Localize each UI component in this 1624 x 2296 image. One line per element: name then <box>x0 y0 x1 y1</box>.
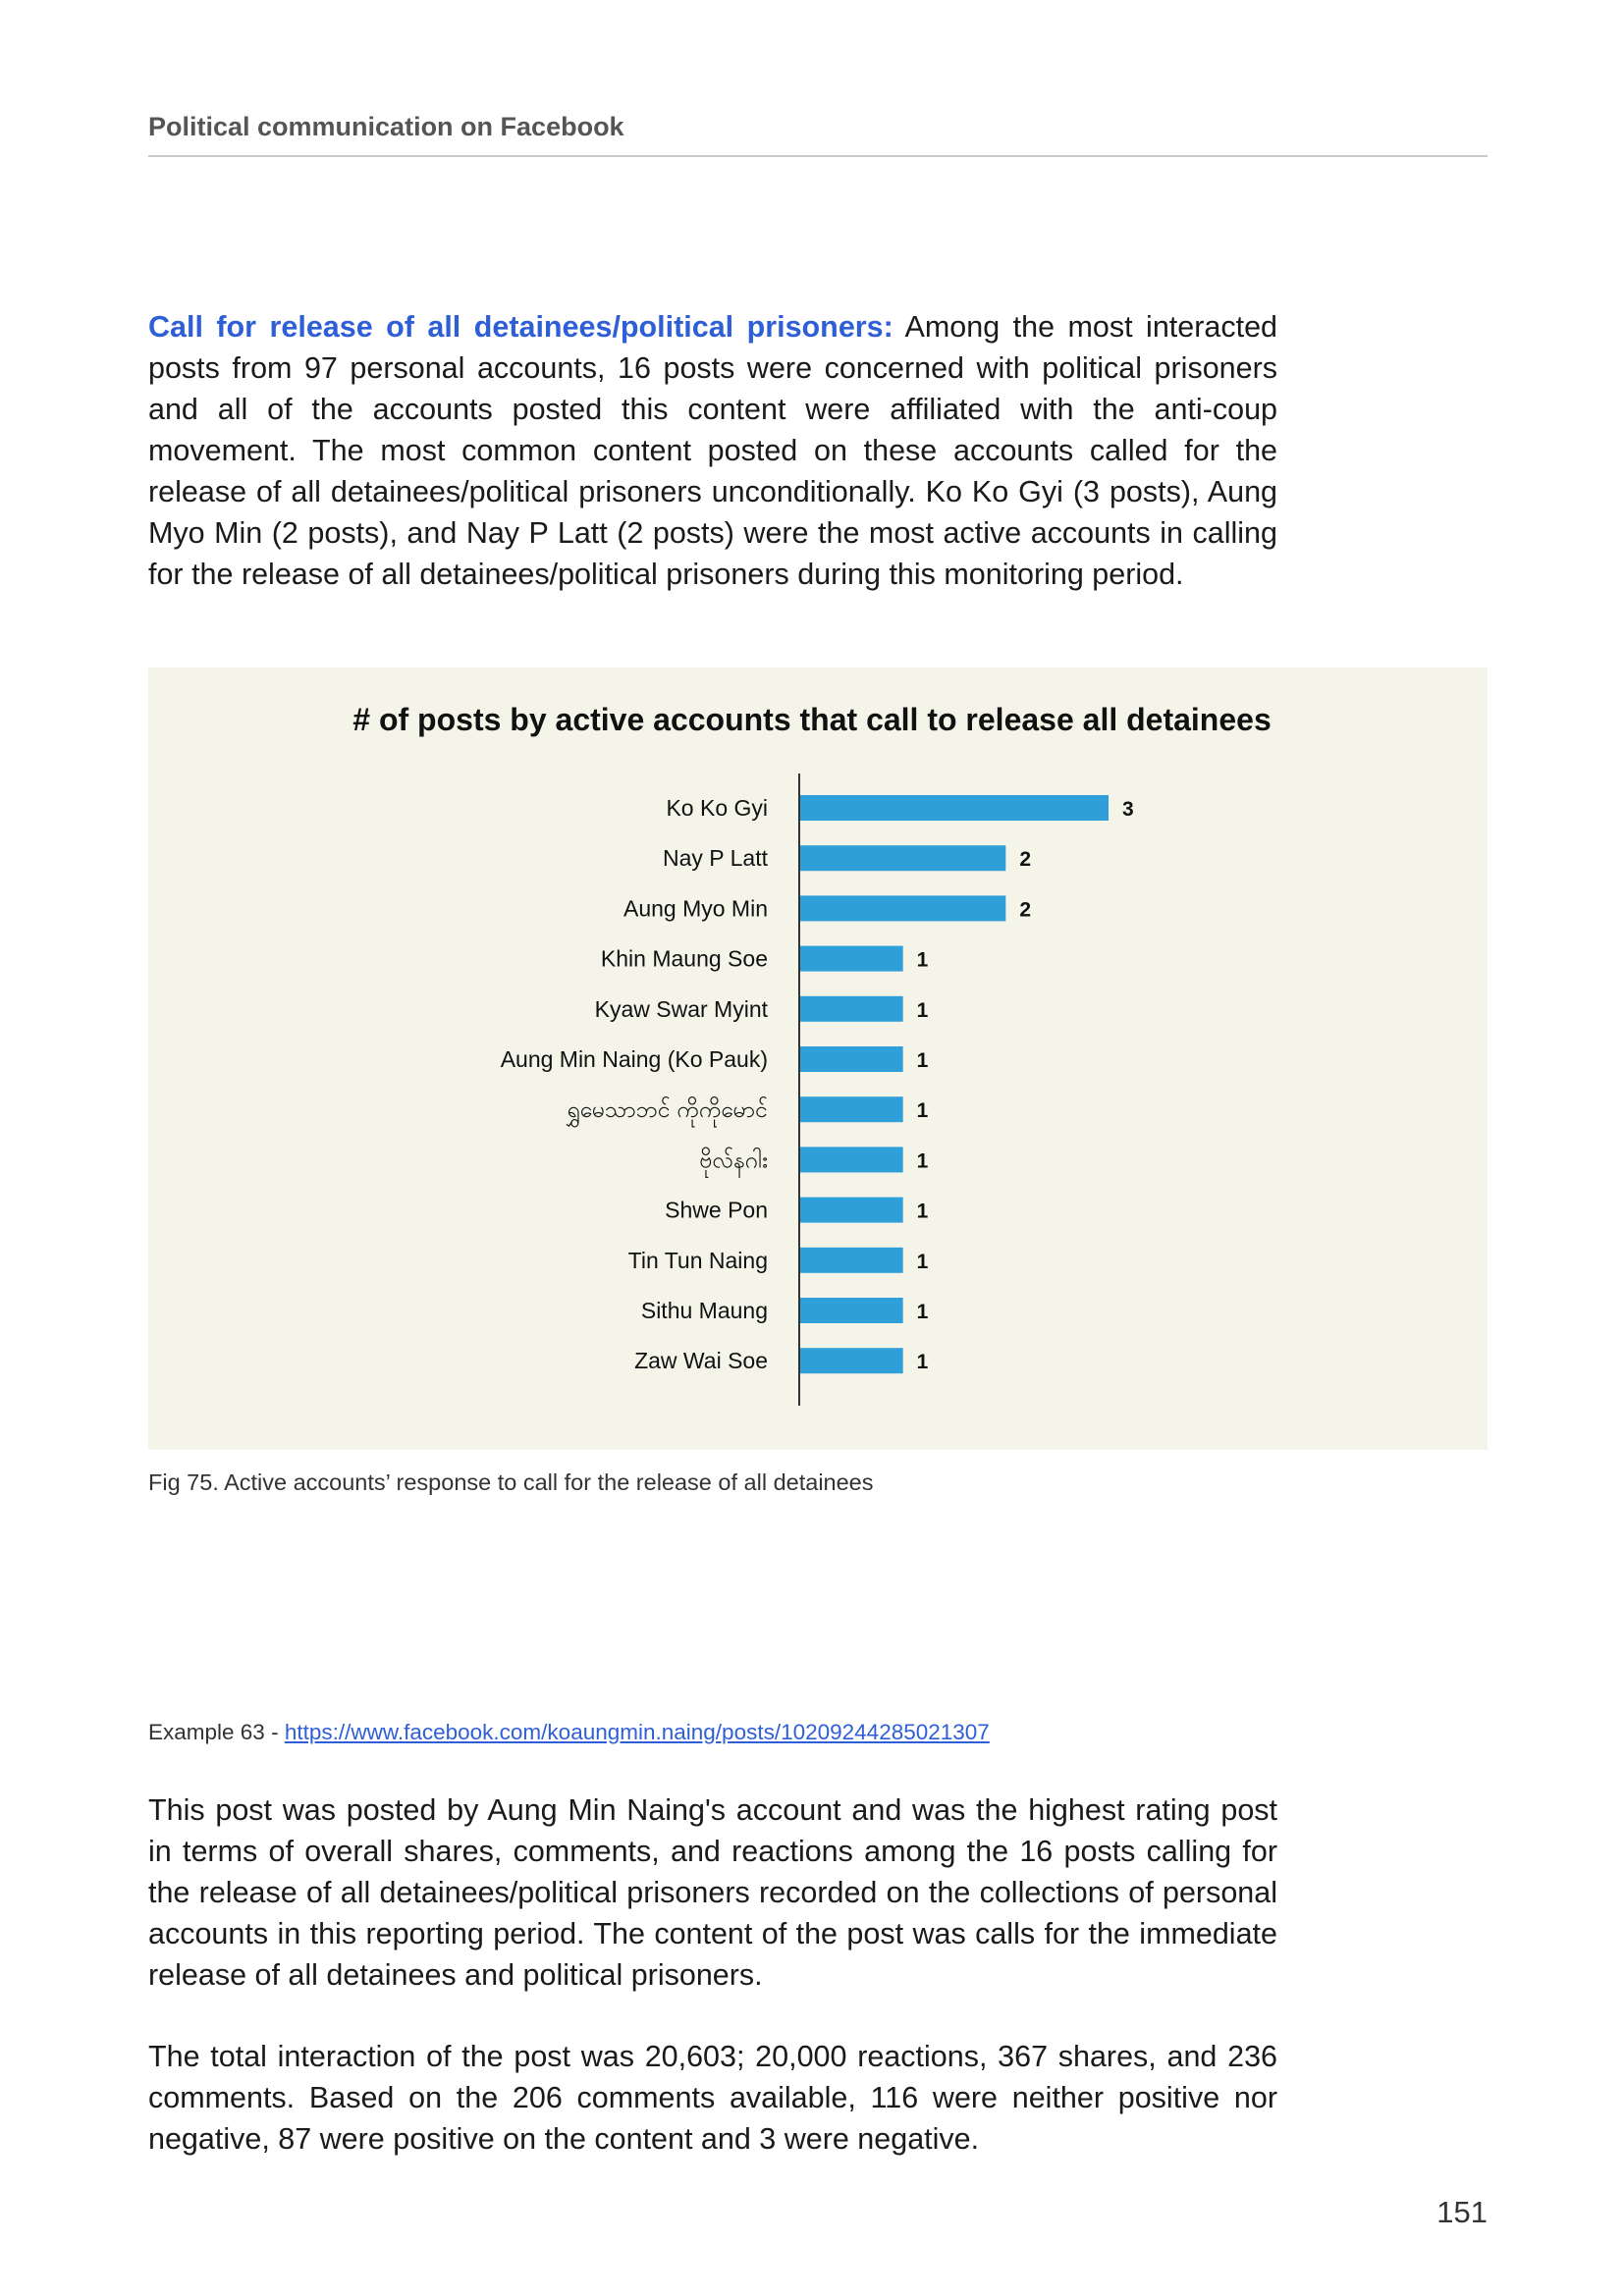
intro-paragraph-text: Among the most interacted posts from 97 personal accounts, 16 posts were concerned with political prisoners and all of the accounts posted this content were affiliated with the anti-coup movement. The most common content posted on these accounts called for the release of all detainees/political prisoners unconditionally. Ko Ko Gyi (3 posts), Aung Myo Min (2 posts), and Nay P Latt (2 posts) were the most active accounts in calling for the release of all detainees/political prisoners during this monitoring period. <box>148 310 1277 591</box>
chart-value-label: 1 <box>916 1149 929 1173</box>
chart-category-label: Kyaw Swar Myint <box>594 995 768 1022</box>
chart-category-label: Sithu Maung <box>640 1298 768 1323</box>
running-title: Political communication on Facebook <box>148 112 624 141</box>
chart-value-label: 1 <box>916 1049 929 1072</box>
chart-value-label: 3 <box>1122 798 1134 821</box>
chart-category-label: ရွှမေသာဘင် ကိုကိုမောင် <box>567 1096 768 1123</box>
chart-bar <box>800 1348 903 1373</box>
example-link[interactable]: https://www.facebook.com/koaungmin.naing/posts/10209244285021307 <box>284 1720 990 1744</box>
chart-value-label: 1 <box>916 1351 929 1374</box>
chart-value-label: 1 <box>916 948 929 972</box>
example-reference <box>148 1720 990 1745</box>
chart-value-label: 1 <box>916 1250 929 1273</box>
post-description-paragraph: This post was posted by Aung Min Naing's account and was the highest rating post in terms of overall shares, comments, and reactions among the 16 posts calling for the release of all detainees/political prisoners recorded on the collections of personal accounts in this reporting period. The content of the post was calls for the immediate release of all detainees and political prisoners. <box>148 1793 1277 1992</box>
chart-bar <box>800 895 1005 921</box>
chart-category-label: Aung Myo Min <box>623 895 768 922</box>
chart-bar <box>800 1298 903 1323</box>
chart-category-label: Tin Tun Naing <box>627 1247 768 1273</box>
chart-category-label: Khin Maung Soe <box>600 945 768 972</box>
chart-bar <box>800 1096 903 1122</box>
chart-value-label: 1 <box>916 1200 929 1223</box>
chart-bar <box>800 1147 903 1172</box>
bar-chart-panel <box>148 667 1488 1450</box>
chart-bar <box>800 845 1005 871</box>
chart-category-label: Nay P Latt <box>663 845 768 872</box>
section-lead-label: Call for release of all detainees/political prisoners: <box>148 310 893 344</box>
chart-value-label: 1 <box>916 1301 929 1323</box>
chart-value-label: 2 <box>1019 898 1032 922</box>
chart-category-label: Zaw Wai Soe <box>634 1348 768 1374</box>
bar-chart <box>148 667 1488 1450</box>
chart-category-label: Shwe Pon <box>665 1197 768 1223</box>
chart-category-label: Ko Ko Gyi <box>666 795 768 821</box>
chart-bar <box>800 946 903 972</box>
chart-value-label: 1 <box>916 1099 929 1123</box>
chart-bar <box>800 1248 903 1273</box>
chart-value-label: 2 <box>1019 848 1032 872</box>
chart-bar <box>800 1198 903 1223</box>
interaction-summary-paragraph: The total interaction of the post was 20,603; 20,000 reactions, 367 shares, and 236 comments. Based on the 206 comments available, 116 were neither positive nor negative, 87 were positive on the content and 3 were negative. <box>148 2040 1277 2156</box>
chart-value-label: 1 <box>916 998 929 1022</box>
chart-category-label: Aung Min Naing (Ko Pauk) <box>500 1046 768 1072</box>
figure-caption: Fig 75. Active accounts’ response to call for the release of all detainees <box>148 1469 874 1495</box>
example-prefix: Example 63 - <box>148 1720 285 1744</box>
chart-title: # of posts by active accounts that call to release all detainees <box>352 702 1272 737</box>
chart-category-label: ဗိုလ်နဂါး <box>699 1147 768 1173</box>
chart-bar <box>800 996 903 1022</box>
intro-paragraph <box>148 306 1277 595</box>
chart-bar <box>800 1046 903 1072</box>
page-number: 151 <box>1436 2195 1488 2229</box>
chart-bars <box>501 795 1134 1373</box>
header-divider <box>148 155 1488 157</box>
chart-bar <box>800 795 1109 821</box>
